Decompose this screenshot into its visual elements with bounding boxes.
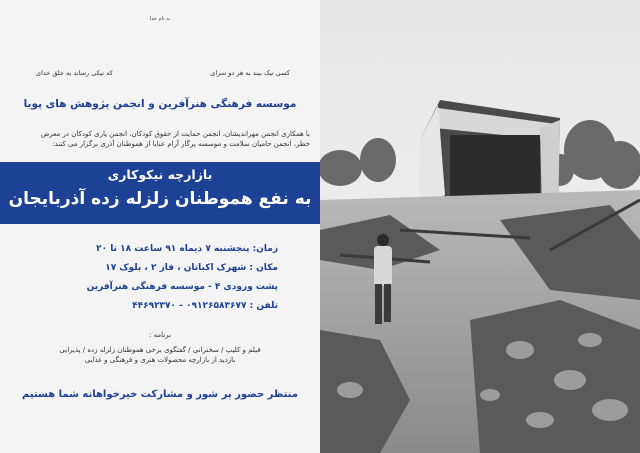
verse-right: کسی نیک بیند به هر دو سرای: [210, 69, 290, 77]
organizer-title: موسسه فرهنگی هنرآفرین و انجمن پژوهش های پویا: [23, 98, 297, 110]
verse-left: که نیکی رساند به خلق خدای: [36, 69, 113, 77]
event-details: [18, 240, 278, 316]
banner-subtitle: به نفع هموطنان زلزله زده آذربایجان: [8, 189, 312, 209]
intro-text: [10, 129, 310, 149]
earthquake-photo: [320, 0, 640, 453]
program-line: فیلم و کلیپ / سخنرانی / گفتگوی برخی هموطنان زلزله زده / پذیرایی: [59, 346, 261, 354]
program-list: [20, 345, 300, 365]
bismillah-header: به نام خدا: [149, 16, 171, 22]
banner-title: بازارچه نیکوکاری: [107, 167, 213, 182]
program-line: بازدید از بازارچه محصولات هنری و فرهنگی و غذایی: [84, 356, 236, 364]
intro-line: با همکاری انجمن مهراندیشان، انجمن حمایت از حقوق کودکان، انجمن یاری کودکان در معرض: [40, 130, 310, 138]
intro-line: خطر، انجمن حامیان سلامت و موسسه پرگار آرام عنایا از هموطنان آذری برگزار می کنند:: [52, 140, 310, 148]
event-location: مکان : شهرک اکباتان ، فاز ۲ ، بلوک ۱۷: [105, 263, 278, 273]
event-time: زمان: پنجشنبه ۷ دیماه ۹۱ ساعت ۱۸ تا ۲۰: [96, 244, 278, 254]
event-location-detail: پشت ورودی ۴ - موسسه فرهنگی هنرآفرین: [86, 282, 278, 292]
event-phone: تلفن : ۰۹۱۲۶۵۸۳۶۷۷ - ۴۴۶۹۲۳۷۰: [132, 301, 278, 311]
program-title: برنامه :: [149, 331, 171, 339]
closing-message: منتظر حضور پر شور و مشارکت خیرخواهانه شما هستیم: [22, 389, 298, 400]
ruins-photo-image: [320, 0, 640, 453]
event-banner: [0, 162, 320, 224]
